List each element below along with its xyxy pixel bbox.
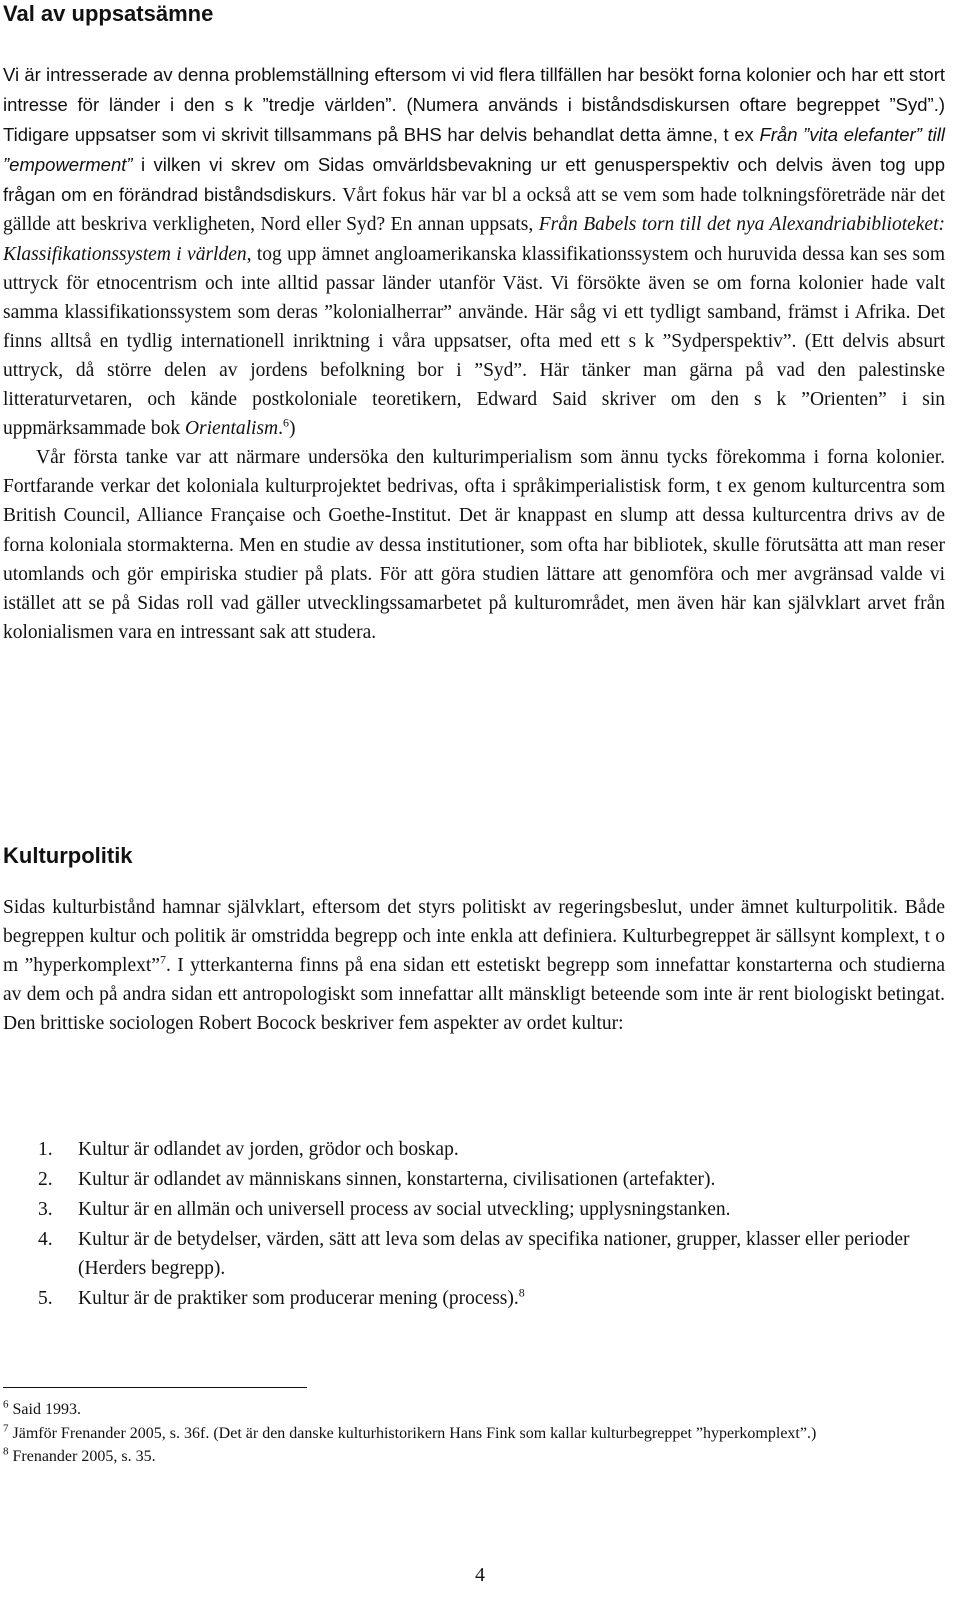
paragraph-1-title-italic-c: Från Babels torn till det nya Alexandriabiblioteket: Klassifikationssystem i världen — [3, 214, 945, 265]
footnote-8 — [3, 1445, 945, 1469]
paragraph-3-part-a: Sidas kulturbistånd hamnar självklart, eftersom det styrs politiskt av regeringsbeslut, under ämnet kulturpolitik. Både begreppen kultur och politik är omstridda begrepp och inte enkla att definiera. Kulturbegreppet är sällsynt komplext, t o m ”hyperkomplext” — [3, 897, 945, 977]
list-item — [3, 1284, 945, 1313]
page-number: 4 — [475, 1564, 485, 1586]
paragraph-2: Vår första tanke var att närmare undersöka den kulturimperialism som ännu tycks förekomma i forna kolonier. Fortfarande verkar det koloniala kulturprojektet bedrivas, ofta i språkimperialistisk form, t ex genom kulturcentra som British Council, Alliance Française och Goethe-Institut. Det är knappast en slump att dessa kulturcentra drivs av de forna koloniala stormakterna. Men en studie av dessa institutioner, som ofta har bibliotek, skulle förutsätta att man reser utomlands och gör empiriska studier på plats. För att göra studien lättare att genomföra och mer avgränsad valde vi istället att se på Sidas roll vad gäller utvecklingssamarbetet på kulturområdet, men även här kan självklart arvet från kolonialismen vara en intressant sak att studera. — [3, 447, 945, 643]
culture-aspects-list — [3, 1135, 945, 1315]
list-item-text: Kultur är en allmän och universell process av social utveckling; upplysningstanken. — [78, 1199, 731, 1221]
list-item-text: Kultur är odlandet av jorden, grödor och boskap. — [78, 1139, 459, 1160]
footnote-number: 6 — [3, 1398, 9, 1411]
list-item — [3, 1165, 945, 1194]
list-item-number: 3. — [38, 1199, 53, 1221]
list-item-text: Kultur är de betydelser, värden, sätt att leva som delas av specifika nationer, grupper, klasser eller perioder (Herders begrepp). — [78, 1229, 910, 1280]
paragraph-1 — [3, 60, 945, 443]
list-item-text: Kultur är odlandet av människans sinnen, konstarterna, civilisationen (artefakter). — [78, 1169, 716, 1191]
list-item — [3, 1195, 945, 1224]
footnote-ref-6[interactable]: 6 — [283, 415, 290, 430]
section-heading-kulturpolitik: Kulturpolitik — [3, 843, 133, 868]
list-item-number: 4. — [38, 1229, 53, 1251]
footnote-text: Jämför Frenander 2005, s. 36f. (Det är den danske kulturhistorikern Hans Fink som kallar kulturbegreppet ”hyperkomplext”.) — [12, 1424, 817, 1442]
body-text-block-2 — [3, 893, 945, 1038]
section-heading-val-av-uppsatsamne: Val av uppsatsämne — [3, 1, 214, 26]
footnote-number: 8 — [3, 1445, 9, 1458]
paragraph-1-part-e: . — [278, 418, 284, 440]
list-item-number: 1. — [38, 1139, 53, 1160]
footnote-text: Said 1993. — [12, 1401, 81, 1418]
paragraph-1-part-c: Vårt fokus här var bl a också att se vem som hade tolkningsföreträde när det gällde att beskriva verkligheten, Nord eller Syd? En annan uppsats, — [3, 185, 945, 236]
footnote-number: 7 — [3, 1422, 9, 1435]
body-text-block — [3, 60, 945, 647]
list-item-number: 5. — [38, 1288, 53, 1310]
paragraph-1-part-a: Vi är intresserade av denna problemställning eftersom vi vid flera tillfällen har besökt forna kolonier och har ett stort intresse för länder i den s k ”tredje världen”. (Numera används i biståndsdiskursen oftare begreppet ”Syd”.) Tidigare uppsatser som vi skrivit tillsammans på BHS har delvis behandlat detta ämne, t ex — [3, 64, 945, 146]
list-item — [3, 1225, 945, 1283]
list-item — [3, 1135, 945, 1164]
footnote-text: Frenander 2005, s. 35. — [12, 1448, 156, 1465]
paragraph-1-title-italic-a: Från ”vita elefanter” till ”empowerment” — [3, 124, 945, 176]
footnote-ref-7[interactable]: 7 — [159, 952, 166, 967]
paragraph-1-part-f: ) — [289, 418, 296, 440]
footnotes — [3, 1398, 945, 1469]
list-item-text: Kultur är de praktiker som producerar mening (process). — [78, 1288, 519, 1310]
footnote-ref-8[interactable]: 8 — [518, 1285, 525, 1300]
footnote-6 — [3, 1398, 945, 1422]
paragraph-1-part-b: i vilken vi skrev om Sidas omvärldsbevakning ur ett genusperspektiv och delvis även tog upp frågan om en förändrad biståndsdiskurs. — [3, 154, 945, 206]
paragraph-1-part-d: , tog upp ämnet angloamerikanska klassifikationssystem och huruvida dessa kan ses som uttryck för etnocentrism och inte alltid passar länder utanför Väst. Vi försökte även se om forna kolonier hade valt samma klassifikationssystem som deras ”kolonialherrar” använde. Här såg vi ett tydligt samband, främst i Afrika. Det finns alltså en tydlig internationell inriktning i våra uppsatser, ofta med ett s k ”Sydperspektiv”. (Ett delvis absurt uttryck, då större delen av jordens befolkning bor i ”Syd”. Här tänker man gärna på vad den palestinske litteraturvetaren, och kände postkoloniale teoretikern, Edward Said skriver om den s k ”Orienten” i sin uppmärksammade bok — [3, 243, 946, 440]
paragraph-3 — [3, 893, 945, 1038]
list-item-number: 2. — [38, 1169, 53, 1191]
footnote-7 — [3, 1422, 945, 1446]
footnote-separator — [3, 1387, 307, 1388]
paragraph-3-part-b: . I ytterkanterna finns på ena sidan ett estetiskt begrepp som innefattar konstarterna och studierna av dem och på andra sidan ett antropologiskt som innefattar allt mänskligt beteende som inte är rent biologiskt betingat. Den brittiske sociologen Robert Bocock beskriver fem aspekter av ordet kultur: — [3, 955, 945, 1035]
paragraph-1-title-italic-d: Orientalism — [184, 418, 279, 440]
